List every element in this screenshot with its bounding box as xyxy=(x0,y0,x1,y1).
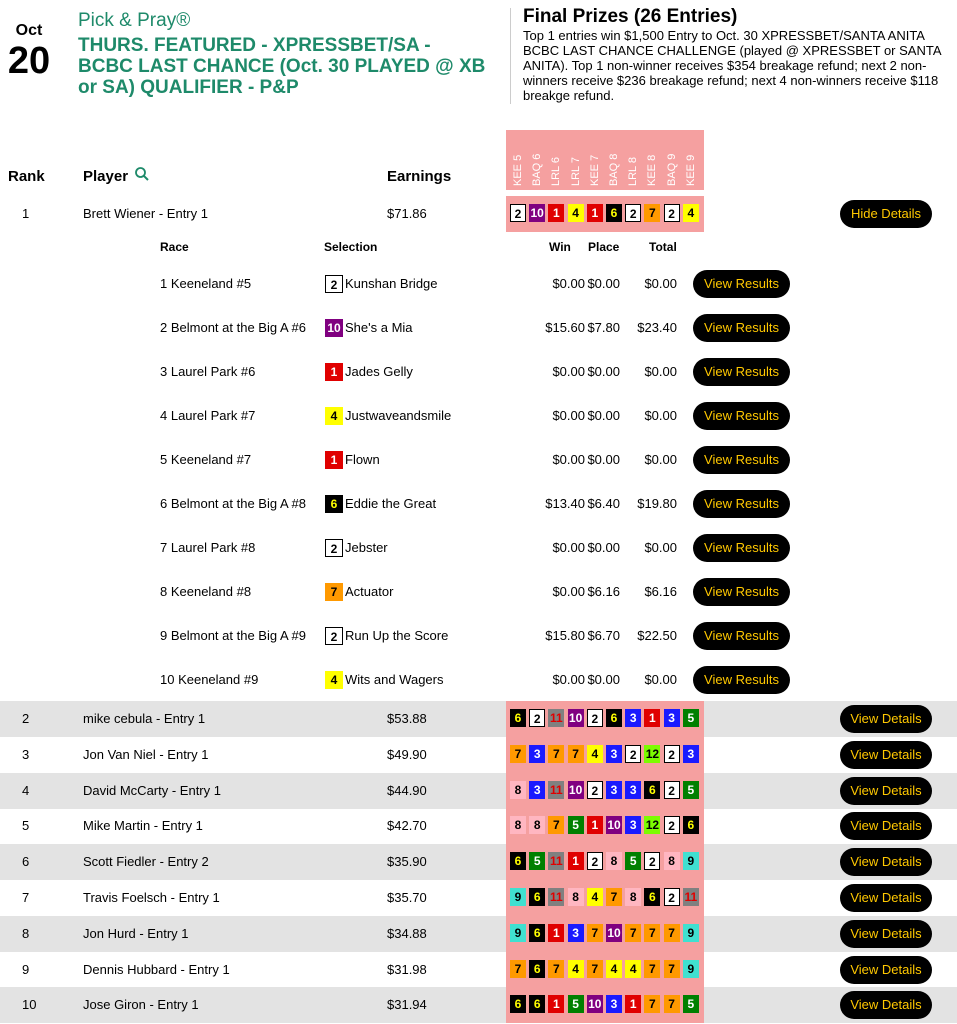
pick-chip: 3 xyxy=(606,995,622,1013)
details-race: 1 Keeneland #5 xyxy=(160,276,252,291)
table-row xyxy=(0,773,957,809)
pick-chip: 6 xyxy=(529,995,545,1013)
pick-chip: 5 xyxy=(683,781,699,799)
date-month: Oct xyxy=(15,22,43,39)
view-details-button[interactable]: View Details xyxy=(840,705,932,733)
player-name: mike cebula - Entry 1 xyxy=(83,711,206,726)
pick-chip: 1 xyxy=(568,852,584,870)
selection-chip: 2 xyxy=(325,275,343,293)
details-place: $6.40 xyxy=(587,496,620,511)
pick-chip: 7 xyxy=(606,888,622,906)
details-total: $0.00 xyxy=(644,408,677,423)
player-name: Jon Van Niel - Entry 1 xyxy=(83,746,209,762)
picks-strip xyxy=(506,880,704,916)
earnings-cell: $44.90 xyxy=(387,782,427,798)
pick-chip: 2 xyxy=(664,204,680,222)
table-row xyxy=(0,916,957,952)
view-results-button[interactable]: View Results xyxy=(693,402,790,430)
picks-strip xyxy=(506,952,704,988)
pick-chip: 8 xyxy=(625,888,641,906)
rank-cell: 5 xyxy=(22,818,30,834)
pick-chip: 5 xyxy=(568,995,584,1013)
selection-horse: Eddie the Great xyxy=(345,496,437,511)
details-win: $13.40 xyxy=(545,496,585,511)
selection-horse: Run Up the Score xyxy=(345,628,449,643)
date-day: 20 xyxy=(7,40,51,82)
details-win: $0.00 xyxy=(552,364,585,379)
view-details-button[interactable]: View Details xyxy=(840,884,932,912)
selection-chip: 2 xyxy=(325,539,343,557)
picks-strip xyxy=(506,196,704,232)
earnings-cell: $31.94 xyxy=(387,997,427,1013)
earnings-cell: $34.88 xyxy=(387,925,427,941)
details-row xyxy=(0,526,957,570)
details-place: $0.00 xyxy=(587,452,620,467)
details-total: $19.80 xyxy=(637,496,677,511)
selection-chip: 2 xyxy=(325,627,343,645)
pick-chip: 3 xyxy=(529,781,545,799)
pick-chip: 2 xyxy=(587,709,603,727)
player-header: Player xyxy=(83,168,129,185)
details-place: $6.70 xyxy=(587,628,620,643)
details-win: $15.80 xyxy=(545,628,585,643)
view-results-button[interactable]: View Results xyxy=(693,622,790,650)
details-race: 7 Laurel Park #8 xyxy=(160,540,256,555)
pick-chip: 8 xyxy=(529,816,545,834)
pick-chip: 7 xyxy=(548,745,564,763)
view-details-button[interactable]: View Details xyxy=(840,777,932,805)
pick-chip: 11 xyxy=(550,711,563,725)
pick-chip: 7 xyxy=(664,995,680,1013)
race-headers xyxy=(506,130,704,190)
pick-chip: 1 xyxy=(587,204,603,222)
selection-chip: 4 xyxy=(325,671,343,689)
hide-details-button[interactable]: Hide Details xyxy=(840,200,932,228)
details-place: $0.00 xyxy=(587,672,620,687)
race-header-label: BAQ 9 xyxy=(665,153,678,186)
table-row xyxy=(0,808,957,844)
pick-chip: 2 xyxy=(510,204,526,222)
pick-chip: 2 xyxy=(587,852,603,870)
pick-chip: 11 xyxy=(550,890,563,904)
earnings-cell: $31.98 xyxy=(387,961,427,977)
view-results-button[interactable]: View Results xyxy=(693,578,790,606)
details-total: $22.50 xyxy=(637,628,677,643)
rank-cell: 7 xyxy=(22,890,30,905)
details-race: 10 Keeneland #9 xyxy=(160,672,259,687)
details-total: $0.00 xyxy=(644,364,677,379)
pick-chip: 5 xyxy=(625,852,641,870)
pick-chip: 7 xyxy=(644,960,660,978)
pick-chip: 10 xyxy=(607,818,621,833)
prizes-title: Final Prizes (26 Entries) xyxy=(523,6,738,27)
details-place: $6.16 xyxy=(587,584,620,599)
pick-chip: 1 xyxy=(548,995,564,1013)
view-details-button[interactable]: View Details xyxy=(840,812,932,840)
pick-chip: 2 xyxy=(625,204,641,222)
pick-chip: 4 xyxy=(625,960,641,978)
details-place: $7.80 xyxy=(587,320,620,335)
pick-chip: 6 xyxy=(644,781,660,799)
details-row xyxy=(0,350,957,394)
pick-chip: 11 xyxy=(684,890,698,904)
pick-chip: 3 xyxy=(664,709,680,727)
table-row xyxy=(0,880,957,916)
rank-cell: 3 xyxy=(22,746,30,762)
details-win: $0.00 xyxy=(552,672,585,687)
rank-cell: 4 xyxy=(22,782,30,798)
race-header-label: BAQ 8 xyxy=(608,153,620,186)
details-row xyxy=(0,394,957,438)
pick-chip: 11 xyxy=(550,854,563,869)
pick-chip: 7 xyxy=(568,745,584,763)
earnings-header: Earnings xyxy=(387,168,452,185)
race-header-label: BAQ 6 xyxy=(531,153,544,186)
earnings-cell: $35.90 xyxy=(387,854,427,870)
player-name: Jose Giron - Entry 1 xyxy=(83,997,199,1013)
pick-chip: 7 xyxy=(510,960,526,978)
selection-chip: 1 xyxy=(325,451,343,469)
race-header-label: KEE 7 xyxy=(588,154,601,186)
pick-chip: 11 xyxy=(550,782,563,797)
selection-horse: Flown xyxy=(345,452,380,467)
selection-chip: 6 xyxy=(325,495,343,513)
details-row xyxy=(0,438,957,482)
pick-chip: 1 xyxy=(548,924,564,942)
view-results-button[interactable]: View Results xyxy=(693,446,790,474)
rank-cell: 8 xyxy=(22,925,30,941)
pick-chip: 10 xyxy=(588,997,602,1012)
selection-horse: Jades Gelly xyxy=(345,364,413,379)
details-total: $23.40 xyxy=(637,320,677,335)
pick-chip: 7 xyxy=(644,995,660,1013)
rank-cell: 1 xyxy=(22,206,30,221)
pick-chip: 4 xyxy=(606,960,622,978)
pick-chip: 3 xyxy=(529,745,545,763)
pick-chip: 4 xyxy=(683,204,699,222)
race-header-label: KEE 9 xyxy=(684,154,697,186)
details-race: 8 Keeneland #8 xyxy=(160,584,252,599)
pick-chip: 7 xyxy=(644,924,660,942)
pick-chip: 6 xyxy=(644,888,660,906)
pick-chip: 9 xyxy=(510,924,526,942)
pick-chip: 8 xyxy=(606,852,622,870)
details-total: $6.16 xyxy=(644,584,677,599)
race-header-label: LRL 8 xyxy=(627,157,640,186)
pick-chip: 4 xyxy=(587,745,603,763)
details-win: $0.00 xyxy=(552,408,585,423)
pick-chip: 8 xyxy=(568,888,584,906)
table-row xyxy=(0,737,957,773)
details-place: $0.00 xyxy=(587,540,620,555)
pick-chip: 4 xyxy=(568,960,584,978)
earnings-cell: $71.86 xyxy=(387,206,427,221)
details-race-header: Race xyxy=(160,240,189,254)
pick-chip: 6 xyxy=(683,816,699,834)
view-results-button[interactable]: View Results xyxy=(693,666,790,694)
view-details-button[interactable]: View Details xyxy=(840,956,932,984)
pick-chip: 8 xyxy=(664,852,680,870)
pick-chip: 5 xyxy=(683,709,699,727)
pick-chip: 3 xyxy=(568,924,584,942)
pick-chip: 10 xyxy=(530,206,544,220)
pick-chip: 3 xyxy=(625,709,641,727)
table-row xyxy=(0,701,957,737)
pick-chip: 6 xyxy=(529,924,545,942)
pick-chip: 9 xyxy=(683,852,699,870)
details-race: 6 Belmont at the Big A #8 xyxy=(160,496,306,511)
player-name: David McCarty - Entry 1 xyxy=(83,782,221,798)
details-win: $0.00 xyxy=(552,276,585,291)
selection-chip: 1 xyxy=(325,363,343,381)
view-details-button[interactable]: View Details xyxy=(840,920,932,948)
view-results-button[interactable]: View Results xyxy=(693,534,790,562)
details-win: $0.00 xyxy=(552,452,585,467)
race-header-label: KEE 8 xyxy=(646,154,659,186)
details-race: 4 Laurel Park #7 xyxy=(160,408,256,423)
selection-chip: 4 xyxy=(325,407,343,425)
selection-horse: Jebster xyxy=(345,540,388,555)
details-place-header: Place xyxy=(588,240,620,254)
player-name: Jon Hurd - Entry 1 xyxy=(83,925,189,941)
view-results-button[interactable]: View Results xyxy=(693,270,790,298)
player-name: Scott Fiedler - Entry 2 xyxy=(83,854,209,870)
pick-chip: 3 xyxy=(625,781,641,799)
picks-strip xyxy=(506,737,704,773)
pick-chip: 9 xyxy=(683,960,699,978)
pick-chip: 7 xyxy=(548,816,564,834)
selection-horse: She's a Mia xyxy=(345,320,413,335)
pick-chip: 5 xyxy=(683,995,699,1013)
selection-chip: 7 xyxy=(325,583,343,601)
view-details-button[interactable]: View Details xyxy=(840,741,932,769)
details-selection-header: Selection xyxy=(324,240,378,254)
details-win-header: Win xyxy=(549,240,571,254)
selection-chip: 10 xyxy=(325,319,343,337)
details-race: 9 Belmont at the Big A #9 xyxy=(160,628,306,643)
details-race: 3 Laurel Park #6 xyxy=(160,364,256,379)
selection-horse: Wits and Wagers xyxy=(345,672,444,687)
pick-chip: 6 xyxy=(510,709,526,727)
view-results-button[interactable]: View Results xyxy=(693,490,790,518)
picks-strip xyxy=(506,987,704,1023)
selection-horse: Justwaveandsmile xyxy=(345,408,452,423)
search-icon[interactable] xyxy=(134,166,150,182)
earnings-cell: $42.70 xyxy=(387,818,427,834)
rank-header: Rank xyxy=(8,168,45,185)
pick-chip: 3 xyxy=(606,745,622,763)
rank-cell: 9 xyxy=(22,961,30,977)
details-place: $0.00 xyxy=(587,276,620,291)
pick-chip: 10 xyxy=(568,711,583,725)
pick-chip: 7 xyxy=(548,960,564,978)
details-place: $0.00 xyxy=(587,364,620,379)
picks-strip xyxy=(506,701,704,737)
details-race: 5 Keeneland #7 xyxy=(160,452,252,467)
view-results-button[interactable]: View Results xyxy=(693,358,790,386)
view-results-button[interactable]: View Results xyxy=(693,314,790,342)
pick-chip: 4 xyxy=(568,204,584,222)
details-total: $0.00 xyxy=(644,672,677,687)
contest-brand: Pick & Pray® xyxy=(78,10,191,31)
details-win: $0.00 xyxy=(552,540,585,555)
pick-chip: 9 xyxy=(510,888,526,906)
pick-chip: 6 xyxy=(529,888,545,906)
table-row xyxy=(0,987,957,1023)
pick-chip: 3 xyxy=(683,745,699,763)
details-row xyxy=(0,570,957,614)
pick-chip: 5 xyxy=(568,816,584,834)
picks-strip xyxy=(506,916,704,952)
pick-chip: 4 xyxy=(587,888,603,906)
pick-chip: 1 xyxy=(587,816,603,834)
pick-chip: 8 xyxy=(510,781,526,799)
details-total: $0.00 xyxy=(644,452,677,467)
details-row xyxy=(0,262,957,306)
race-header-label: LRL 6 xyxy=(550,157,563,186)
picks-strip xyxy=(506,773,704,809)
pick-chip: 9 xyxy=(683,924,699,942)
pick-chip: 10 xyxy=(568,782,583,797)
earnings-cell: $35.70 xyxy=(387,890,427,905)
pick-chip: 3 xyxy=(625,816,641,834)
rank-cell: 6 xyxy=(22,854,30,870)
pick-chip: 1 xyxy=(644,709,660,727)
pick-chip: 2 xyxy=(664,888,680,906)
earnings-cell: $53.88 xyxy=(387,711,427,726)
details-row xyxy=(0,306,957,350)
pick-chip: 2 xyxy=(529,709,545,727)
player-name: Travis Foelsch - Entry 1 xyxy=(83,890,220,905)
details-win: $15.60 xyxy=(545,320,585,335)
pick-chip: 6 xyxy=(510,995,526,1013)
pick-chip: 2 xyxy=(664,816,680,834)
pick-chip: 6 xyxy=(529,960,545,978)
player-name: Dennis Hubbard - Entry 1 xyxy=(83,961,230,977)
pick-chip: 7 xyxy=(644,204,660,222)
pick-chip: 5 xyxy=(529,852,545,870)
details-race: 2 Belmont at the Big A #6 xyxy=(160,320,306,335)
picks-strip xyxy=(506,808,704,844)
race-header-label: KEE 5 xyxy=(512,154,524,186)
pick-chip: 7 xyxy=(625,924,641,942)
view-details-button[interactable]: View Details xyxy=(840,848,932,876)
pick-chip: 6 xyxy=(606,709,622,727)
pick-chip: 2 xyxy=(644,852,660,870)
rank-cell: 10 xyxy=(22,997,37,1013)
race-header-label: LRL 7 xyxy=(569,157,582,186)
details-place: $0.00 xyxy=(587,408,620,423)
table-row xyxy=(0,952,957,988)
pick-chip: 12 xyxy=(645,746,660,761)
pick-chip: 10 xyxy=(607,925,621,940)
header-divider xyxy=(510,8,511,104)
details-total: $0.00 xyxy=(644,540,677,555)
rank-cell: 2 xyxy=(22,711,30,726)
selection-horse: Kunshan Bridge xyxy=(345,276,438,291)
pick-chip: 7 xyxy=(664,924,680,942)
prizes-description: Top 1 entries win $1,500 Entry to Oct. 30 XPRESSBET/SANTA ANITA BCBC LAST CHANCE CHALLENGE (played @ XPRESSBET or SANTA ANITA). Top 1 non-winner receives $354 breakage refund; next 2 non-winners receive $236 breakage refund; next 4 non-winners receive $118 breakge refund. xyxy=(523,28,941,103)
view-details-button[interactable]: View Details xyxy=(840,991,932,1019)
pick-chip: 2 xyxy=(587,781,603,799)
details-total-header: Total xyxy=(649,240,677,254)
pick-chip: 2 xyxy=(664,745,680,763)
pick-chip: 1 xyxy=(548,204,564,222)
picks-strip xyxy=(506,844,704,880)
player-name: Mike Martin - Entry 1 xyxy=(83,818,203,834)
details-total: $0.00 xyxy=(644,276,677,291)
pick-chip: 6 xyxy=(606,204,622,222)
pick-chip: 7 xyxy=(587,924,603,942)
table-row xyxy=(0,844,957,880)
details-row xyxy=(0,614,957,658)
pick-chip: 2 xyxy=(625,745,641,763)
pick-chip: 8 xyxy=(510,816,526,834)
pick-chip: 7 xyxy=(587,960,603,978)
details-row xyxy=(0,658,957,702)
details-row xyxy=(0,482,957,526)
pick-chip: 1 xyxy=(625,995,641,1013)
selection-horse: Actuator xyxy=(345,584,394,599)
pick-chip: 7 xyxy=(664,960,680,978)
pick-chip: 7 xyxy=(510,745,526,763)
pick-chip: 2 xyxy=(664,781,680,799)
table-row xyxy=(0,196,957,232)
pick-chip: 3 xyxy=(606,781,622,799)
pick-chip: 12 xyxy=(645,818,660,833)
contest-title: THURS. FEATURED - XPRESSBET/SA - BCBC LAST CHANCE (Oct. 30 PLAYED @ XB or SA) QUALIFIER - P&P xyxy=(78,35,486,98)
earnings-cell: $49.90 xyxy=(387,746,427,762)
pick-chip: 6 xyxy=(510,852,526,870)
details-win: $0.00 xyxy=(552,584,585,599)
player-name: Brett Wiener - Entry 1 xyxy=(83,206,208,221)
